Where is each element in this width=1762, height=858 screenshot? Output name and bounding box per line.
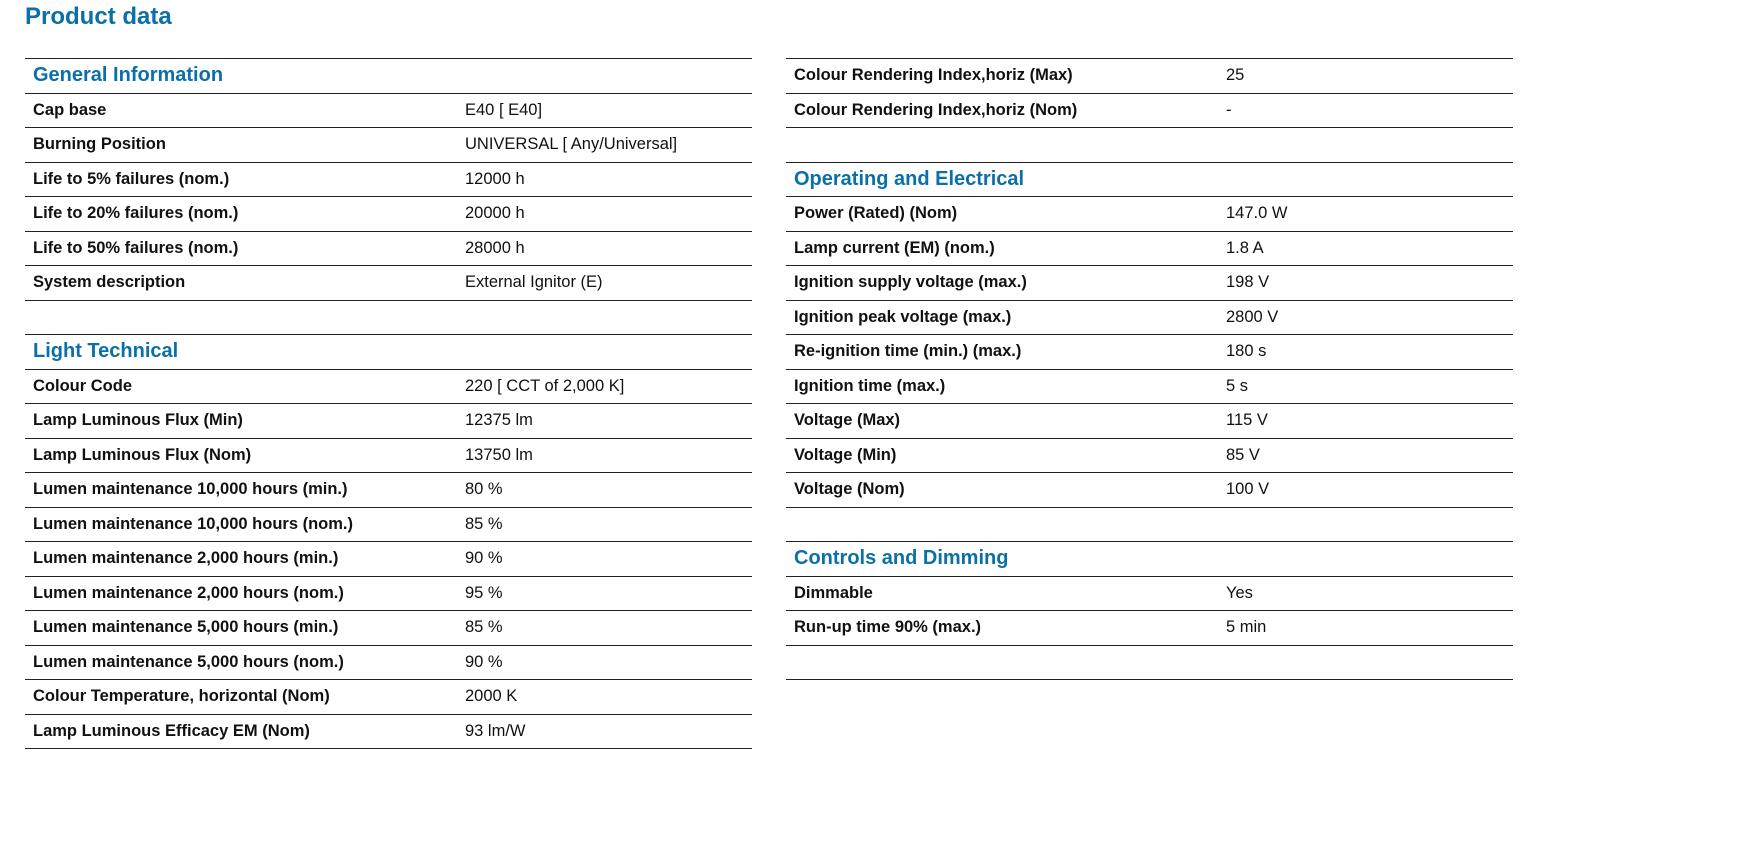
spacer-row [786, 508, 1513, 543]
spec-value: 90 % [465, 549, 503, 568]
left-spec-table [25, 58, 752, 749]
spec-row-lumen-10000-nom [25, 508, 752, 543]
spec-row-life-50 [25, 232, 752, 267]
spec-row-flux-nom [25, 439, 752, 474]
spec-row-life-5 [25, 163, 752, 198]
spec-value: 100 V [1226, 480, 1270, 499]
spec-value: 180 s [1226, 342, 1267, 361]
spec-label: Colour Rendering Index,horiz (Max) [794, 66, 1073, 85]
right-spec-table [786, 58, 1513, 680]
spec-row-cap-base [25, 94, 752, 129]
spec-row-ignition-supply-voltage [786, 266, 1513, 301]
spec-value: 28000 h [465, 238, 525, 257]
spec-label: Colour Code [33, 376, 132, 395]
spec-value: 12375 lm [465, 411, 533, 430]
spec-label: Life to 50% failures (nom.) [33, 238, 239, 257]
spec-value: 115 V [1226, 411, 1268, 430]
spec-row-voltage-nom [786, 473, 1513, 508]
section-light-technical [25, 335, 752, 370]
spec-value: 95 % [465, 583, 503, 602]
spec-label: Voltage (Nom) [794, 480, 905, 499]
spec-row-life-20 [25, 197, 752, 232]
spec-row-lumen-5000-min [25, 611, 752, 646]
spec-row-reignition-time [786, 335, 1513, 370]
section-heading: General Information [33, 64, 224, 87]
spec-value: 25 [1226, 66, 1245, 85]
section-heading: Light Technical [33, 340, 179, 363]
spec-label: Run-up time 90% (max.) [794, 618, 982, 637]
spec-value: 90 % [465, 652, 503, 671]
spec-label: Colour Rendering Index,horiz (Nom) [794, 100, 1078, 119]
spec-row-dimmable [786, 577, 1513, 612]
spec-row-luminous-efficacy [25, 715, 752, 750]
spec-row-run-up-time [786, 611, 1513, 646]
spec-label: Voltage (Max) [794, 411, 901, 430]
spec-value: 1.8 A [1226, 238, 1264, 257]
spec-value: 93 lm/W [465, 721, 526, 740]
spec-label: Power (Rated) (Nom) [794, 204, 958, 223]
section-operating-electrical [786, 163, 1513, 198]
spec-label: Life to 20% failures (nom.) [33, 204, 239, 223]
spec-row-ignition-peak-voltage [786, 301, 1513, 336]
spec-value: External Ignitor (E) [465, 273, 603, 292]
spec-label: Lumen maintenance 10,000 hours (min.) [33, 480, 348, 499]
spacer-row [786, 128, 1513, 163]
spec-value: 5 min [1226, 618, 1267, 637]
spec-row-lumen-2000-nom [25, 577, 752, 612]
spec-value: 85 % [465, 514, 503, 533]
spec-value: 80 % [465, 480, 503, 499]
spec-label: Lumen maintenance 10,000 hours (nom.) [33, 514, 353, 533]
spec-label: Dimmable [794, 583, 873, 602]
spec-label: Lumen maintenance 2,000 hours (min.) [33, 549, 339, 568]
spec-label: Cap base [33, 100, 107, 119]
spec-row-lumen-10000-min [25, 473, 752, 508]
spec-label: Lamp Luminous Flux (Nom) [33, 445, 252, 464]
spec-value: UNIVERSAL [ Any/Universal] [465, 135, 678, 154]
spec-row-lumen-5000-nom [25, 646, 752, 681]
spec-label: Voltage (Min) [794, 445, 897, 464]
spec-row-cri-max [786, 59, 1513, 94]
spec-value: 85 V [1226, 445, 1260, 464]
spec-label: Re-ignition time (min.) (max.) [794, 342, 1022, 361]
spec-row-system-description [25, 266, 752, 301]
spec-value: - [1226, 100, 1232, 119]
spec-row-colour-temperature [25, 680, 752, 715]
spec-value: 220 [ CCT of 2,000 K] [465, 376, 625, 395]
spec-row-voltage-min [786, 439, 1513, 474]
spec-label: Ignition peak voltage (max.) [794, 307, 1012, 326]
spec-label: Lamp Luminous Flux (Min) [33, 411, 243, 430]
spec-value: 2800 V [1226, 307, 1279, 326]
spec-row-voltage-max [786, 404, 1513, 439]
spec-row-colour-code [25, 370, 752, 405]
spacer-row [786, 646, 1513, 681]
spec-label: System description [33, 273, 186, 292]
spec-row-burning-position [25, 128, 752, 163]
spec-value: E40 [ E40] [465, 100, 543, 119]
section-heading: Controls and Dimming [794, 547, 1009, 570]
section-general-information [25, 59, 752, 94]
spec-value: 5 s [1226, 376, 1249, 395]
spec-value: 198 V [1226, 273, 1270, 292]
spec-value: 20000 h [465, 204, 525, 223]
spec-row-flux-min [25, 404, 752, 439]
spec-label: Lumen maintenance 5,000 hours (nom.) [33, 652, 344, 671]
spec-label: Ignition supply voltage (max.) [794, 273, 1027, 292]
spec-label: Colour Temperature, horizontal (Nom) [33, 687, 330, 706]
spec-label: Life to 5% failures (nom.) [33, 169, 230, 188]
spec-value: 13750 lm [465, 445, 533, 464]
spec-value: 85 % [465, 618, 503, 637]
section-controls-dimming [786, 542, 1513, 577]
section-heading: Operating and Electrical [794, 167, 1025, 190]
spec-row-ignition-time [786, 370, 1513, 405]
spec-value: 12000 h [465, 169, 525, 188]
spec-value: 147.0 W [1226, 204, 1288, 223]
spec-row-cri-nom [786, 94, 1513, 129]
spec-value: Yes [1226, 583, 1253, 602]
spec-label: Lamp Luminous Efficacy EM (Nom) [33, 721, 310, 740]
spec-label: Ignition time (max.) [794, 376, 946, 395]
spec-label: Lumen maintenance 2,000 hours (nom.) [33, 583, 344, 602]
spacer-row [25, 301, 752, 336]
spec-row-lumen-2000-min [25, 542, 752, 577]
spec-row-lamp-current [786, 232, 1513, 267]
spec-label: Burning Position [33, 135, 166, 154]
spec-label: Lumen maintenance 5,000 hours (min.) [33, 618, 339, 637]
page-title: Product data [25, 3, 172, 30]
spec-row-power-rated [786, 197, 1513, 232]
spec-value: 2000 K [465, 687, 518, 706]
spec-label: Lamp current (EM) (nom.) [794, 238, 995, 257]
